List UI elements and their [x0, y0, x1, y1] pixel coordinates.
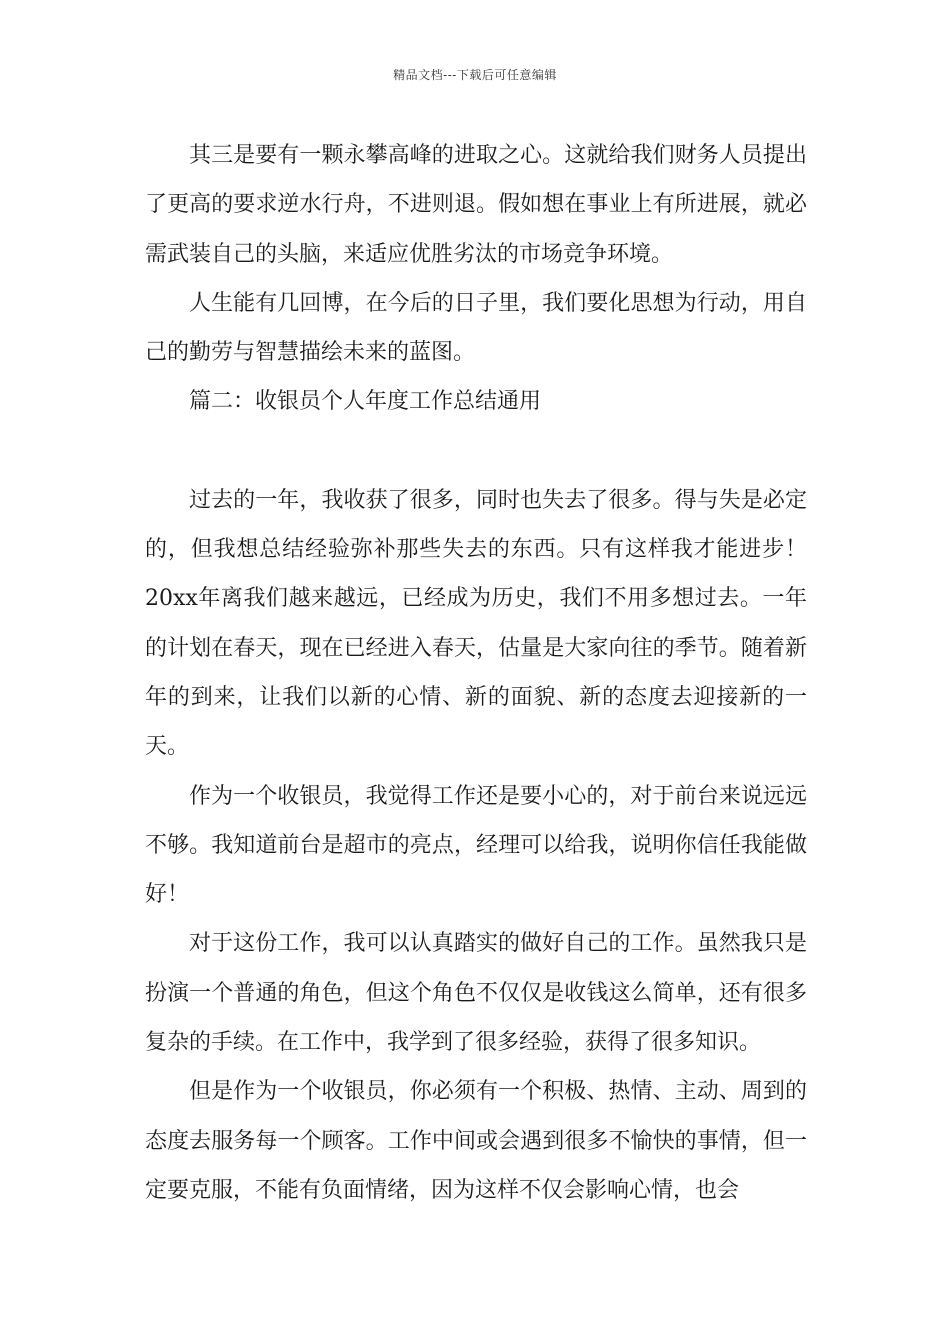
paragraph-life: 人生能有几回博，在今后的日子里，我们要化思想为行动，用自己的勤劳与智慧描绘未来的蓝图。 — [145, 290, 807, 366]
document-body — [145, 131, 807, 1215]
paragraph-work-attitude: 对于这份工作，我可以认真踏实的做好自己的工作。虽然我只是扮演一个普通的角色，但这个角色不仅仅是收钱这么简单，还有很多复杂的手续。在工作中，我学到了很多经验，获得了很多知识。 — [145, 931, 807, 1056]
paragraph-service: 但是作为一个收银员，你必须有一个积极、热情、主动、周到的态度去服务每一个顾客。工作中间或会遇到很多不愉快的事情，但一定要克服，不能有负面情绪，因为这样不仅会影响心情，也会 — [145, 1079, 807, 1203]
section-gap — [145, 427, 807, 476]
paragraph-ambition: 其三是要有一颗永攀高峰的进取之心。这就给我们财务人员提出了更高的要求逆水行舟，不进则退。假如想在事业上有所进展，就必需武装自己的头脑，来适应优胜劣汰的市场竞争环境。 — [145, 143, 807, 267]
paragraph-past-year: 过去的一年，我收获了很多，同时也失去了很多。得与失是必定的，但我想总结经验弥补那些失去的东西。只有这样我才能进步！20xx年离我们越来越远，已经成为历史，我们不用多想过去。一年的计划在春天，现在已经进入春天，估量是大家向往的季节。随着新年的到来，让我们以新的心情、新的面貌、新的态度去迎接新的一天。 — [145, 487, 807, 760]
page-header: 精品文档---下载后可任意编辑 — [393, 68, 557, 82]
section-heading: 篇二：收银员个人年度工作总结通用 — [189, 389, 542, 415]
paragraph-cashier-role: 作为一个收银员，我觉得工作还是要小心的，对于前台来说远远不够。我知道前台是超市的亮点，经理可以给我，说明你信任我能做好！ — [145, 783, 807, 908]
